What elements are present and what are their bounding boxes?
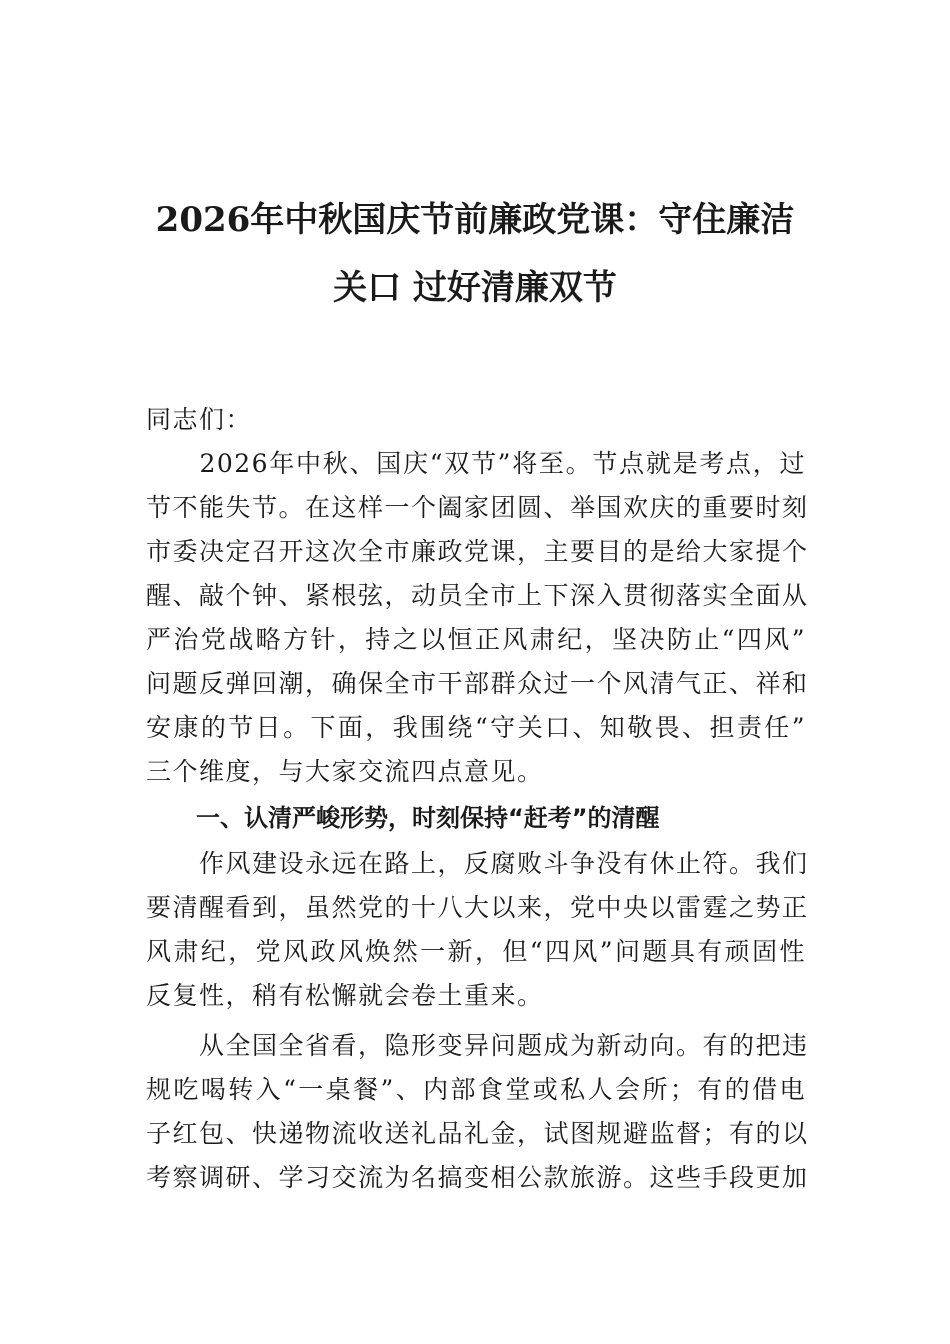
paragraph-3-line-4: 考察调研、学习交流为名搞变相公款旅游。这些手段更加 — [146, 1163, 809, 1192]
paragraph-1-line-5: 严治党战略方针，持之以恒正风肃纪，坚决防止“四风” — [146, 625, 806, 654]
paragraph-1-line-4: 醒、敲个钟、紧根弦，动员全市上下深入贯彻落实全面从 — [146, 581, 809, 610]
document-title-line-1: 2026年中秋国庆节前廉政党课：守住廉洁 — [155, 200, 795, 240]
paragraph-2-line-2: 要清醒看到，虽然党的十八大以来，党中央以雷霆之势正 — [146, 893, 809, 922]
document-title-line-2: 关口 过好清廉双节 — [333, 268, 617, 308]
paragraph-3-line-3: 子红包、快递物流收送礼品礼金，试图规避监督；有的以 — [146, 1119, 809, 1148]
paragraph-1-line-2: 节不能失节。在这样一个阖家团圆、举国欢庆的重要时刻 — [146, 493, 809, 522]
paragraph-1-line-6: 问题反弹回潮，确保全市干部群众过一个风清气正、祥和 — [146, 669, 809, 698]
salutation: 同志们： — [146, 405, 253, 434]
paragraph-1-line-1: 2026年中秋、国庆“双节”将至。节点就是考点，过 — [146, 449, 806, 478]
paragraph-3-line-2: 规吃喝转入“一桌餐”、内部食堂或私人会所；有的借电 — [146, 1075, 806, 1104]
paragraph-3-line-1: 从全国全省看，隐形变异问题成为新动向。有的把违 — [146, 1031, 809, 1060]
paragraph-1-line-8: 三个维度，与大家交流四点意见。 — [146, 757, 544, 786]
paragraph-2-line-3: 风肃纪，党风政风焕然一新，但“四风”问题具有顽固性 — [146, 937, 806, 966]
paragraph-2-line-1: 作风建设永远在路上，反腐败斗争没有休止符。我们 — [146, 849, 809, 878]
section-heading-1: 一、认清严峻形势，时刻保持“赶考”的清醒 — [196, 804, 660, 832]
paragraph-1-line-7: 安康的节日。下面，我围绕“守关口、知敬畏、担责任” — [146, 713, 806, 742]
paragraph-2-line-4: 反复性，稍有松懈就会卷土重来。 — [146, 981, 544, 1010]
paragraph-1-line-3: 市委决定召开这次全市廉政党课，主要目的是给大家提个 — [146, 537, 809, 566]
